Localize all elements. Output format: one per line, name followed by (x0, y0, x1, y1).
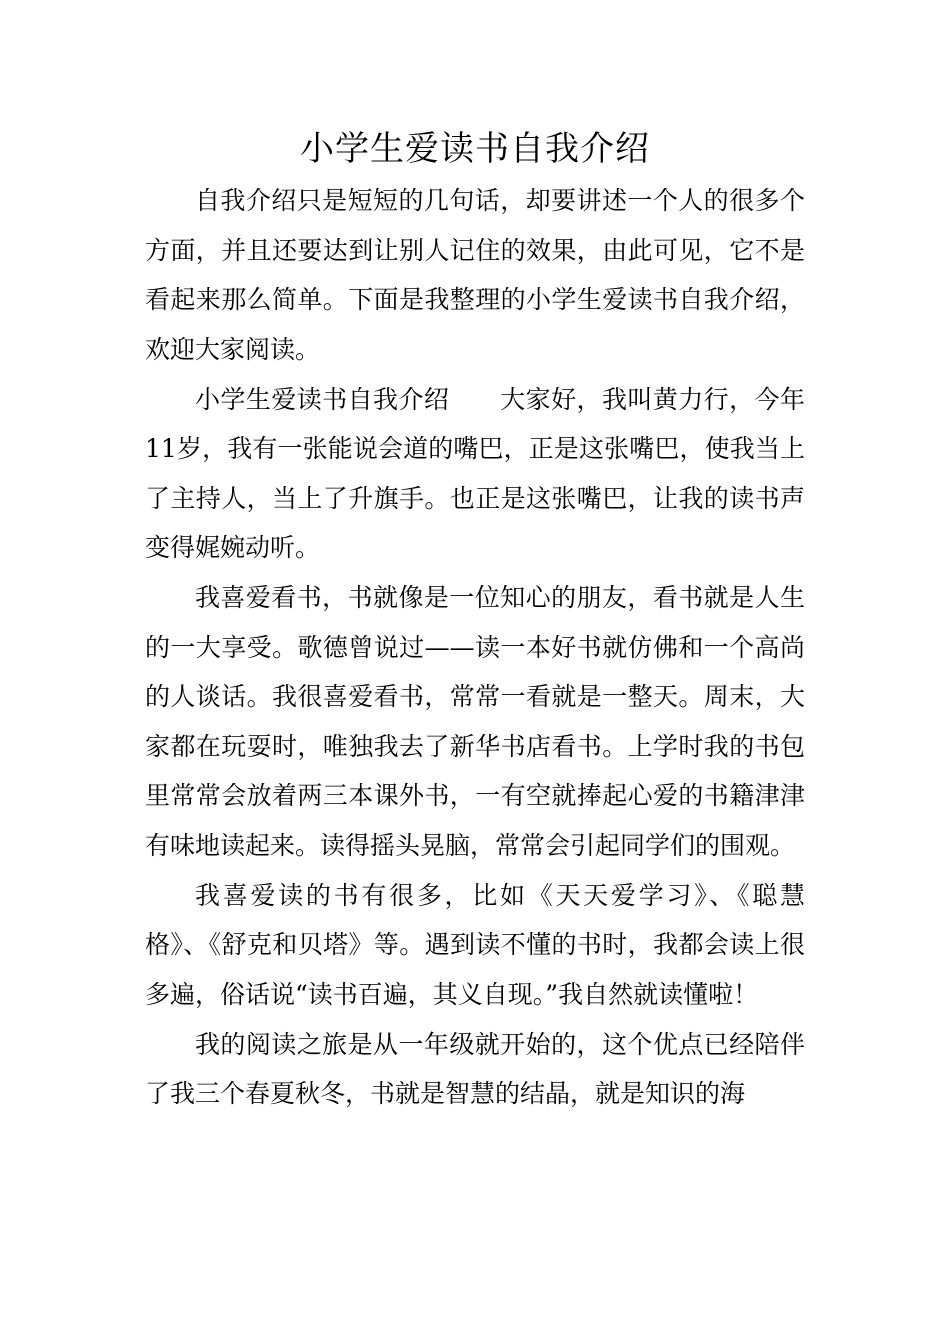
paragraph-favorite-books: 我喜爱读的书有很多，比如《天天爱学习》、《聪慧格》、《舒克和贝塔》等。遇到读不懂的书时，我都会读上很多遍，俗话说“读书百遍，其义自现。”我自然就读懂啦！ (145, 880, 805, 1009)
paragraph-intro: 自我介绍只是短短的几句话，却要讲述一个人的很多个方面，并且还要达到让别人记住的效果，由此可见，它不是看起来那么简单。下面是我整理的小学生爱读书自我介绍，欢迎大家阅读。 (145, 186, 805, 364)
document-title: 小学生爱读书自我介绍 (300, 129, 650, 169)
paragraph-reading-journey: 我的阅读之旅是从一年级就开始的，这个优点已经陪伴了我三个春夏秋冬，书就是智慧的结晶，就是知识的海 (145, 1029, 805, 1108)
paragraph-self-introduction: 小学生爱读书自我介绍 大家好，我叫黄力行，今年11岁，我有一张能说会道的嘴巴，正是这张嘴巴，使我当上了主持人，当上了升旗手。也正是这张嘴巴，让我的读书声变得娓婉动听。 (145, 384, 805, 562)
document-body (145, 176, 805, 1119)
paragraph-love-reading: 我喜爱看书，书就像是一位知心的朋友，看书就是人生的一大享受。歌德曾说过——读一本好书就仿佛和一个高尚的人谈话。我很喜爱看书，常常一看就是一整天。周末，大家都在玩耍时，唯独我去了新华书店看书。上学时我的书包里常常会放着两三本课外书，一有空就捧起心爱的书籍津津有味地读起来。读得摇头晃脑，常常会引起同学们的围观。 (145, 583, 805, 860)
